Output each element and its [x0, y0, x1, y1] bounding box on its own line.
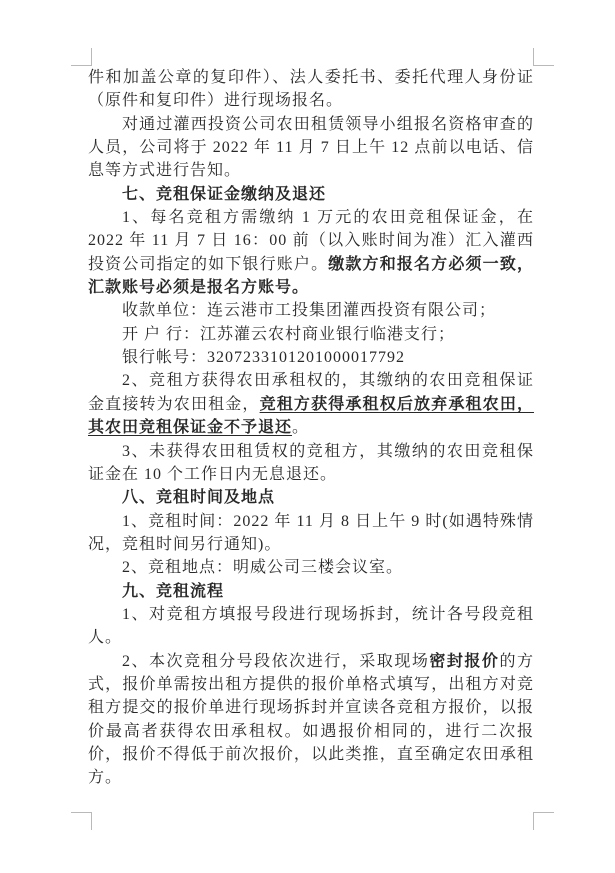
margin-crop-mark-top-right — [533, 48, 554, 66]
text-run-bold: 缴款方和报名方必须一致，汇款账号必须是报名方账号。 — [88, 255, 534, 297]
document-body — [88, 66, 534, 790]
text-run: 收款单位：连云港市工投集团灌西投资有限公司； — [122, 302, 497, 320]
heading-text: 七、竞租保证金缴纳及退还 — [122, 185, 327, 203]
text-run: 开 户 行：江苏灌云农村商业银行临港支行； — [122, 325, 456, 343]
paragraph-process-step-1 — [88, 603, 534, 650]
paragraph-process-step-2 — [88, 650, 534, 790]
margin-crop-mark-top-left — [71, 48, 92, 66]
text-run: 。 — [292, 419, 310, 437]
paragraph-qualification-notice — [88, 113, 534, 183]
paragraph-deposit-payment — [88, 206, 534, 299]
text-run: 的方式，报价单需按出租方提供的报价单格式填写，出租方对竞租方提交的报价单进行现场拆封并宣读各竞租方报价，以报价最高者获得农田承租权。如遇报价相同的，进行二次报价，报价不得低于前次报价，以此类推，直至确定农田承租方。 — [88, 652, 534, 787]
heading-text: 九、竞租流程 — [122, 582, 225, 600]
margin-crop-mark-bottom-left — [71, 812, 92, 830]
text-run: 2、竞租方获得农田承租权的，其缴纳的农田竞租保证金直接转为农田租金， — [88, 372, 534, 413]
heading-section-7 — [88, 183, 534, 206]
heading-section-9 — [88, 580, 534, 603]
bank-account-number-text: 银行帐号：3207233101201000017792 — [122, 349, 406, 367]
text-run: 1、对竞租方填报号段进行现场拆封，统计各号段竞租人。 — [88, 605, 534, 647]
text-run: 1、竞租时间：2022 年 11 月 8 日上午 9 时(如遇特殊情况，竞租时间另行通知)。 — [88, 512, 534, 553]
text-run: 件和加盖公章的复印件）、法人委托书、委托代理人身份证（原件和复印件）进行现场报名。 — [88, 69, 534, 110]
heading-section-8 — [88, 486, 534, 509]
text-run-bold-underline: 竞租方获得承租权后放弃承租农田，其农田竞租保证金不予退还 — [88, 395, 534, 437]
text-run: 2、本次竞租分号段依次进行，采取现场 — [122, 652, 430, 670]
text-run: 对通过灌西投资公司农田租赁领导小组报名资格审查的人员，公司将于 2022 年 11 月 7 日上午 12 点前以电话、信息等方式进行告知。 — [88, 115, 534, 180]
paragraph-deposit-refund — [88, 440, 534, 487]
paragraph-bank-account — [88, 346, 534, 369]
text-run: 2、竞租地点：明威公司三楼会议室。 — [122, 559, 404, 577]
heading-text: 八、竞租时间及地点 — [122, 489, 276, 507]
text-run: 3、未获得农田租赁权的竞租方，其缴纳的农田竞租保证金在 10 个工作日内无息退还。 — [88, 442, 534, 483]
paragraph-bidding-location — [88, 556, 534, 579]
paragraph-registration-continuation — [88, 66, 534, 113]
margin-crop-mark-bottom-right — [533, 812, 554, 830]
paragraph-payee — [88, 299, 534, 322]
paragraph-deposit-conversion — [88, 369, 534, 439]
text-run: 1、每名竞租方需缴纳 1 万元的农田竞租保证金，在 2022 年 11 月 7 日 16：00 前（以入账时间为准）汇入灌西投资公司指定的如下银行账户。 — [88, 209, 534, 273]
paragraph-bidding-time — [88, 510, 534, 557]
text-run-bold: 密封报价 — [429, 652, 500, 670]
paragraph-bank-branch — [88, 323, 534, 346]
